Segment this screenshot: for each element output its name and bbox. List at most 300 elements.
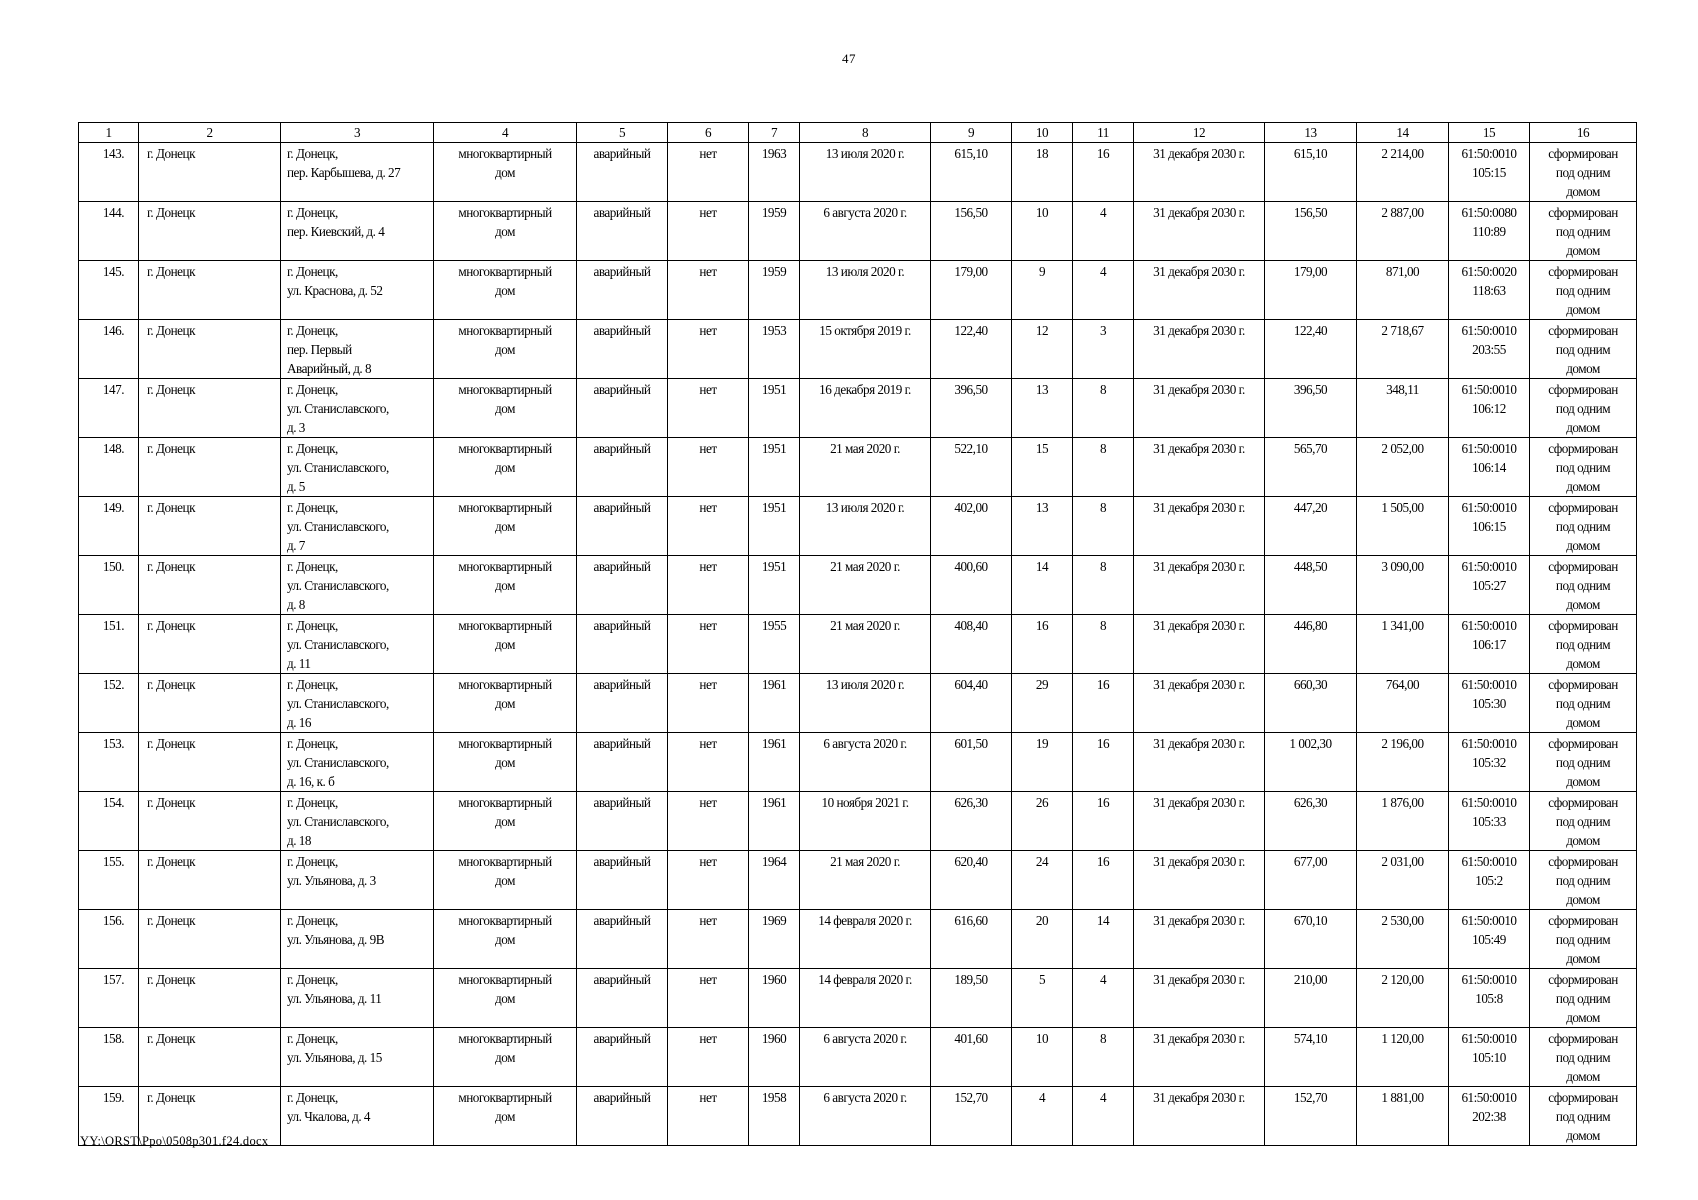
recognition-date-cell [800,320,931,379]
row-number-cell [79,969,139,1028]
land-plot-status-f3: домом [1566,479,1600,494]
address-addr1: г. Донецк, [287,559,338,574]
flag-cell [668,556,749,615]
column-13-value-cell [1265,615,1357,674]
recognition-date-date: 14 февраля 2020 г. [818,913,912,928]
building-type-type2: дом [495,814,515,829]
build-year-cell [749,438,800,497]
column-10-value-cell [1012,497,1073,556]
city-cell [139,438,281,497]
cadastral-number-cad2: 105:30 [1472,696,1506,711]
row-number-n: 156. [102,913,124,928]
land-plot-status-f3: домом [1566,715,1600,730]
column-13-value-c13: 447,20 [1293,500,1328,515]
flag-flag: нет [699,205,717,220]
area-cell [931,1028,1012,1087]
column-14-value-cell [1357,969,1449,1028]
land-plot-status-f2: под одним [1555,873,1611,888]
row-number-n: 153. [102,736,124,751]
page-number: 47 [842,51,856,66]
address-cell [281,320,434,379]
recognition-date-date: 16 декабря 2019 г. [819,382,911,397]
address-cell [281,379,434,438]
address-addr1: г. Донецк, [287,500,338,515]
column-14-value-cell [1357,320,1449,379]
column-13-value-cell [1265,674,1357,733]
building-status-status: аварийный [593,1090,651,1105]
area-cell [931,969,1012,1028]
column-13-value-c13: 210,00 [1293,972,1328,987]
flag-cell [668,674,749,733]
flag-cell [668,379,749,438]
column-14-value-cell [1357,261,1449,320]
cadastral-number-cad2: 105:15 [1472,165,1506,180]
table-row [79,733,1637,792]
address-addr3: д. 5 [287,479,305,494]
build-year-year: 1960 [761,1031,787,1046]
build-year-cell [749,261,800,320]
column-13-value-c13: 626,30 [1293,795,1328,810]
city-city: г. Донецк [147,677,195,692]
deadline-cell [1134,792,1265,851]
column-11-value-cell [1073,733,1134,792]
table-row [79,379,1637,438]
column-13-value-cell [1265,969,1357,1028]
build-year-cell [749,910,800,969]
land-plot-status-f3: домом [1566,361,1600,376]
flag-flag: нет [699,677,717,692]
address-addr2: ул. Станиславского, [287,578,389,593]
build-year-year: 1959 [761,264,787,279]
area-area: 189,50 [954,972,988,987]
build-year-year: 1951 [761,500,787,515]
building-type-type2: дом [495,873,515,888]
flag-flag: нет [699,441,717,456]
deadline-deadline: 31 декабря 2030 г. [1153,264,1245,279]
column-13-value-cell [1265,556,1357,615]
area-area: 626,30 [954,795,988,810]
building-type-type2: дом [495,165,515,180]
recognition-date-date: 13 июля 2020 г. [825,677,905,692]
land-plot-status-f1: сформирован [1548,854,1618,869]
deadline-cell [1134,733,1265,792]
address-addr2: ул. Ульянова, д. 15 [287,1050,382,1065]
footer-file-path: YY:\ORST\Ppo\0508p301.f24.docx [80,1134,269,1148]
deadline-deadline: 31 декабря 2030 г. [1153,795,1245,810]
area-area: 522,10 [954,441,988,456]
cadastral-number-cad1: 61:50:0010 [1461,618,1517,633]
building-type-type1: многоквартирный [458,264,552,279]
recognition-date-cell [800,969,931,1028]
column-10-value-cell [1012,556,1073,615]
address-addr1: г. Донецк, [287,146,338,161]
building-status-status: аварийный [593,854,651,869]
address-addr1: г. Донецк, [287,736,338,751]
land-plot-status-cell [1530,497,1637,556]
build-year-cell [749,851,800,910]
address-addr1: г. Донецк, [287,323,338,338]
building-type-type2: дом [495,519,515,534]
building-type-type2: дом [495,460,515,475]
column-number-13: 13 [1265,123,1357,143]
column-number-11: 11 [1073,123,1134,143]
area-cell [931,792,1012,851]
land-plot-status-cell [1530,438,1637,497]
recognition-date-cell [800,261,931,320]
area-area: 156,50 [954,205,988,220]
land-plot-status-f1: сформирован [1548,323,1618,338]
building-type-type1: многоквартирный [458,382,552,397]
column-10-value-cell [1012,1087,1073,1146]
area-cell [931,1087,1012,1146]
deadline-deadline: 31 декабря 2030 г. [1153,323,1245,338]
row-number-n: 149. [102,500,124,515]
building-status-cell [577,556,668,615]
row-number-cell [79,910,139,969]
land-plot-status-cell [1530,1087,1637,1146]
land-plot-status-f3: домом [1566,420,1600,435]
address-addr2: ул. Станиславского, [287,460,389,475]
column-number-3: 3 [281,123,434,143]
deadline-cell [1134,261,1265,320]
build-year-cell [749,615,800,674]
land-plot-status-cell [1530,202,1637,261]
building-type-type2: дом [495,401,515,416]
column-10-value-cell [1012,792,1073,851]
flag-cell [668,202,749,261]
column-11-value-cell [1073,556,1134,615]
cadastral-number-cell [1449,261,1530,320]
column-13-value-cell [1265,910,1357,969]
city-city: г. Донецк [147,854,195,869]
city-city: г. Донецк [147,205,195,220]
table-row [79,438,1637,497]
land-plot-status-f3: домом [1566,538,1600,553]
building-status-cell [577,438,668,497]
land-plot-status-cell [1530,792,1637,851]
row-number-cell [79,202,139,261]
recognition-date-cell [800,143,931,202]
building-status-cell [577,615,668,674]
land-plot-status-f3: домом [1566,892,1600,907]
city-cell [139,556,281,615]
address-addr3: д. 18 [287,833,311,848]
column-14-value-cell [1357,792,1449,851]
address-addr1: г. Донецк, [287,913,338,928]
column-10-value-cell [1012,674,1073,733]
address-addr2: ул. Ульянова, д. 3 [287,873,376,888]
column-13-value-cell [1265,497,1357,556]
column-10-value-c10: 14 [1035,559,1049,574]
column-13-value-cell [1265,143,1357,202]
deadline-deadline: 31 декабря 2030 г. [1153,559,1245,574]
deadline-cell [1134,438,1265,497]
building-status-cell [577,497,668,556]
row-number-n: 143. [102,146,124,161]
column-number-8: 8 [800,123,931,143]
land-plot-status-f3: домом [1566,774,1600,789]
column-13-value-c13: 660,30 [1293,677,1328,692]
cadastral-number-cad1: 61:50:0010 [1461,913,1517,928]
deadline-cell [1134,143,1265,202]
cadastral-number-cell [1449,674,1530,733]
area-area: 400,60 [954,559,988,574]
column-14-value-cell [1357,1028,1449,1087]
area-cell [931,320,1012,379]
table-row [79,261,1637,320]
land-plot-status-f2: под одним [1555,165,1611,180]
row-number-n: 146. [102,323,124,338]
address-addr3: д. 7 [287,538,305,553]
building-type-cell [434,379,577,438]
column-14-value-c14: 1 341,00 [1381,618,1424,633]
land-plot-status-f3: домом [1566,1010,1600,1025]
address-addr1: г. Донецк, [287,972,338,987]
building-type-type1: многоквартирный [458,146,552,161]
address-addr1: г. Донецк, [287,677,338,692]
recognition-date-cell [800,674,931,733]
land-plot-status-f2: под одним [1555,1050,1611,1065]
building-status-cell [577,969,668,1028]
land-plot-status-f1: сформирован [1548,500,1618,515]
land-plot-status-f3: домом [1566,243,1600,258]
address-addr1: г. Донецк, [287,441,338,456]
flag-flag: нет [699,500,717,515]
column-number-4: 4 [434,123,577,143]
address-cell [281,851,434,910]
building-status-status: аварийный [593,323,651,338]
row-number-cell [79,497,139,556]
address-cell [281,733,434,792]
land-plot-status-f3: домом [1566,597,1600,612]
column-number-6: 6 [668,123,749,143]
cadastral-number-cad2: 105:27 [1472,578,1506,593]
cadastral-number-cad2: 106:17 [1472,637,1506,652]
table-row [79,1028,1637,1087]
row-number-cell [79,320,139,379]
cadastral-number-cell [1449,556,1530,615]
cadastral-number-cad2: 105:32 [1472,755,1506,770]
recognition-date-date: 13 июля 2020 г. [825,146,905,161]
column-10-value-cell [1012,910,1073,969]
flag-flag: нет [699,323,717,338]
build-year-cell [749,379,800,438]
cadastral-number-cell [1449,969,1530,1028]
land-plot-status-f2: под одним [1555,283,1611,298]
table-row [79,969,1637,1028]
row-number-n: 148. [102,441,124,456]
row-number-n: 154. [102,795,124,810]
table-row [79,202,1637,261]
address-cell [281,438,434,497]
recognition-date-cell [800,556,931,615]
area-cell [931,202,1012,261]
column-11-value-cell [1073,615,1134,674]
row-number-cell [79,674,139,733]
column-number-14: 14 [1357,123,1449,143]
cadastral-number-cell [1449,497,1530,556]
build-year-cell [749,497,800,556]
column-10-value-cell [1012,438,1073,497]
land-plot-status-cell [1530,1028,1637,1087]
city-cell [139,674,281,733]
column-14-value-c14: 348,11 [1386,382,1419,397]
cadastral-number-cad2: 106:12 [1472,401,1506,416]
land-plot-status-cell [1530,674,1637,733]
area-cell [931,261,1012,320]
row-number-cell [79,1028,139,1087]
recognition-date-date: 21 мая 2020 г. [830,854,900,869]
land-plot-status-f3: домом [1566,1128,1600,1143]
deadline-cell [1134,320,1265,379]
building-type-cell [434,1028,577,1087]
area-cell [931,438,1012,497]
column-13-value-c13: 565,70 [1293,441,1328,456]
cadastral-number-cad2: 202:38 [1472,1109,1506,1124]
cadastral-number-cell [1449,143,1530,202]
land-plot-status-f1: сформирован [1548,972,1618,987]
address-cell [281,497,434,556]
column-10-value-c10: 18 [1035,146,1049,161]
column-11-value-cell [1073,851,1134,910]
column-number-10: 10 [1012,123,1073,143]
flag-cell [668,733,749,792]
recognition-date-date: 13 июля 2020 г. [825,500,905,515]
column-13-value-cell [1265,438,1357,497]
column-10-value-cell [1012,320,1073,379]
flag-cell [668,1028,749,1087]
deadline-deadline: 31 декабря 2030 г. [1153,736,1245,751]
deadline-deadline: 31 декабря 2030 г. [1153,382,1245,397]
building-type-cell [434,733,577,792]
building-status-cell [577,851,668,910]
column-13-value-c13: 179,00 [1293,264,1328,279]
area-area: 401,60 [954,1031,988,1046]
build-year-year: 1961 [761,677,787,692]
column-11-value-cell [1073,320,1134,379]
deadline-cell [1134,497,1265,556]
cadastral-number-cad1: 61:50:0010 [1461,323,1517,338]
building-status-status: аварийный [593,205,651,220]
address-cell [281,1087,434,1146]
address-addr2: пер. Первый [287,342,352,357]
building-type-cell [434,969,577,1028]
land-plot-status-f2: под одним [1555,224,1611,239]
column-14-value-cell [1357,202,1449,261]
address-addr3: Аварийный, д. 8 [287,361,372,376]
flag-cell [668,320,749,379]
cadastral-number-cad2: 106:15 [1472,519,1506,534]
column-14-value-c14: 2 530,00 [1381,913,1424,928]
address-addr1: г. Донецк, [287,795,338,810]
building-type-type1: многоквартирный [458,559,552,574]
column-14-value-c14: 1 505,00 [1381,500,1424,515]
address-addr2: ул. Станиславского, [287,814,389,829]
cadastral-number-cad1: 61:50:0010 [1461,146,1517,161]
cadastral-number-cad2: 118:63 [1472,283,1506,298]
building-type-type1: многоквартирный [458,1090,552,1105]
column-11-value-c11: 14 [1096,913,1110,928]
cadastral-number-cad2: 105:33 [1472,814,1506,829]
column-11-value-cell [1073,792,1134,851]
deadline-deadline: 31 декабря 2030 г. [1153,146,1245,161]
building-status-status: аварийный [593,677,651,692]
address-addr1: г. Донецк, [287,264,338,279]
column-11-value-c11: 4 [1099,264,1107,279]
column-13-value-c13: 1 002,30 [1289,736,1332,751]
address-addr2: пер. Карбышева, д. 27 [287,165,401,180]
building-type-type2: дом [495,342,515,357]
address-addr2: ул. Станиславского, [287,401,389,416]
land-plot-status-f1: сформирован [1548,264,1618,279]
building-type-type2: дом [495,224,515,239]
building-type-cell [434,674,577,733]
building-type-type1: многоквартирный [458,854,552,869]
column-10-value-c10: 10 [1035,205,1049,220]
column-14-value-c14: 2 196,00 [1381,736,1424,751]
land-plot-status-cell [1530,910,1637,969]
land-plot-status-cell [1530,615,1637,674]
column-11-value-c11: 4 [1099,1090,1107,1105]
city-cell [139,261,281,320]
recognition-date-cell [800,910,931,969]
area-area: 615,10 [954,146,988,161]
column-10-value-cell [1012,261,1073,320]
flag-flag: нет [699,382,717,397]
building-status-cell [577,1028,668,1087]
build-year-cell [749,320,800,379]
row-number-n: 150. [102,559,124,574]
table-body [79,143,1637,1146]
recognition-date-cell [800,792,931,851]
row-number-n: 157. [102,972,124,987]
table-row [79,615,1637,674]
column-11-value-cell [1073,497,1134,556]
address-addr3: д. 16, к. б [287,774,335,789]
column-10-value-c10: 9 [1038,264,1046,279]
build-year-year: 1951 [761,441,787,456]
column-14-value-cell [1357,733,1449,792]
deadline-cell [1134,1028,1265,1087]
land-plot-status-f1: сформирован [1548,795,1618,810]
column-14-value-cell [1357,851,1449,910]
column-11-value-c11: 3 [1099,323,1107,338]
land-plot-status-f1: сформирован [1548,618,1618,633]
address-addr2: пер. Киевский, д. 4 [287,224,385,239]
land-plot-status-f3: домом [1566,184,1600,199]
flag-cell [668,910,749,969]
flag-flag: нет [699,146,717,161]
cadastral-number-cad2: 106:14 [1472,460,1506,475]
land-plot-status-f2: под одним [1555,755,1611,770]
column-number-7: 7 [749,123,800,143]
city-city: г. Донецк [147,736,195,751]
area-area: 408,40 [954,618,988,633]
land-plot-status-f1: сформирован [1548,205,1618,220]
column-13-value-cell [1265,1028,1357,1087]
column-11-value-c11: 8 [1099,618,1107,633]
city-city: г. Донецк [147,1031,195,1046]
cadastral-number-cell [1449,379,1530,438]
build-year-year: 1969 [761,913,787,928]
build-year-cell [749,556,800,615]
cadastral-number-cad1: 61:50:0010 [1461,559,1517,574]
building-type-type1: многоквартирный [458,972,552,987]
land-plot-status-f1: сформирован [1548,913,1618,928]
address-addr2: ул. Чкалова, д. 4 [287,1109,371,1124]
building-type-type1: многоквартирный [458,1031,552,1046]
column-14-value-c14: 2 031,00 [1381,854,1424,869]
